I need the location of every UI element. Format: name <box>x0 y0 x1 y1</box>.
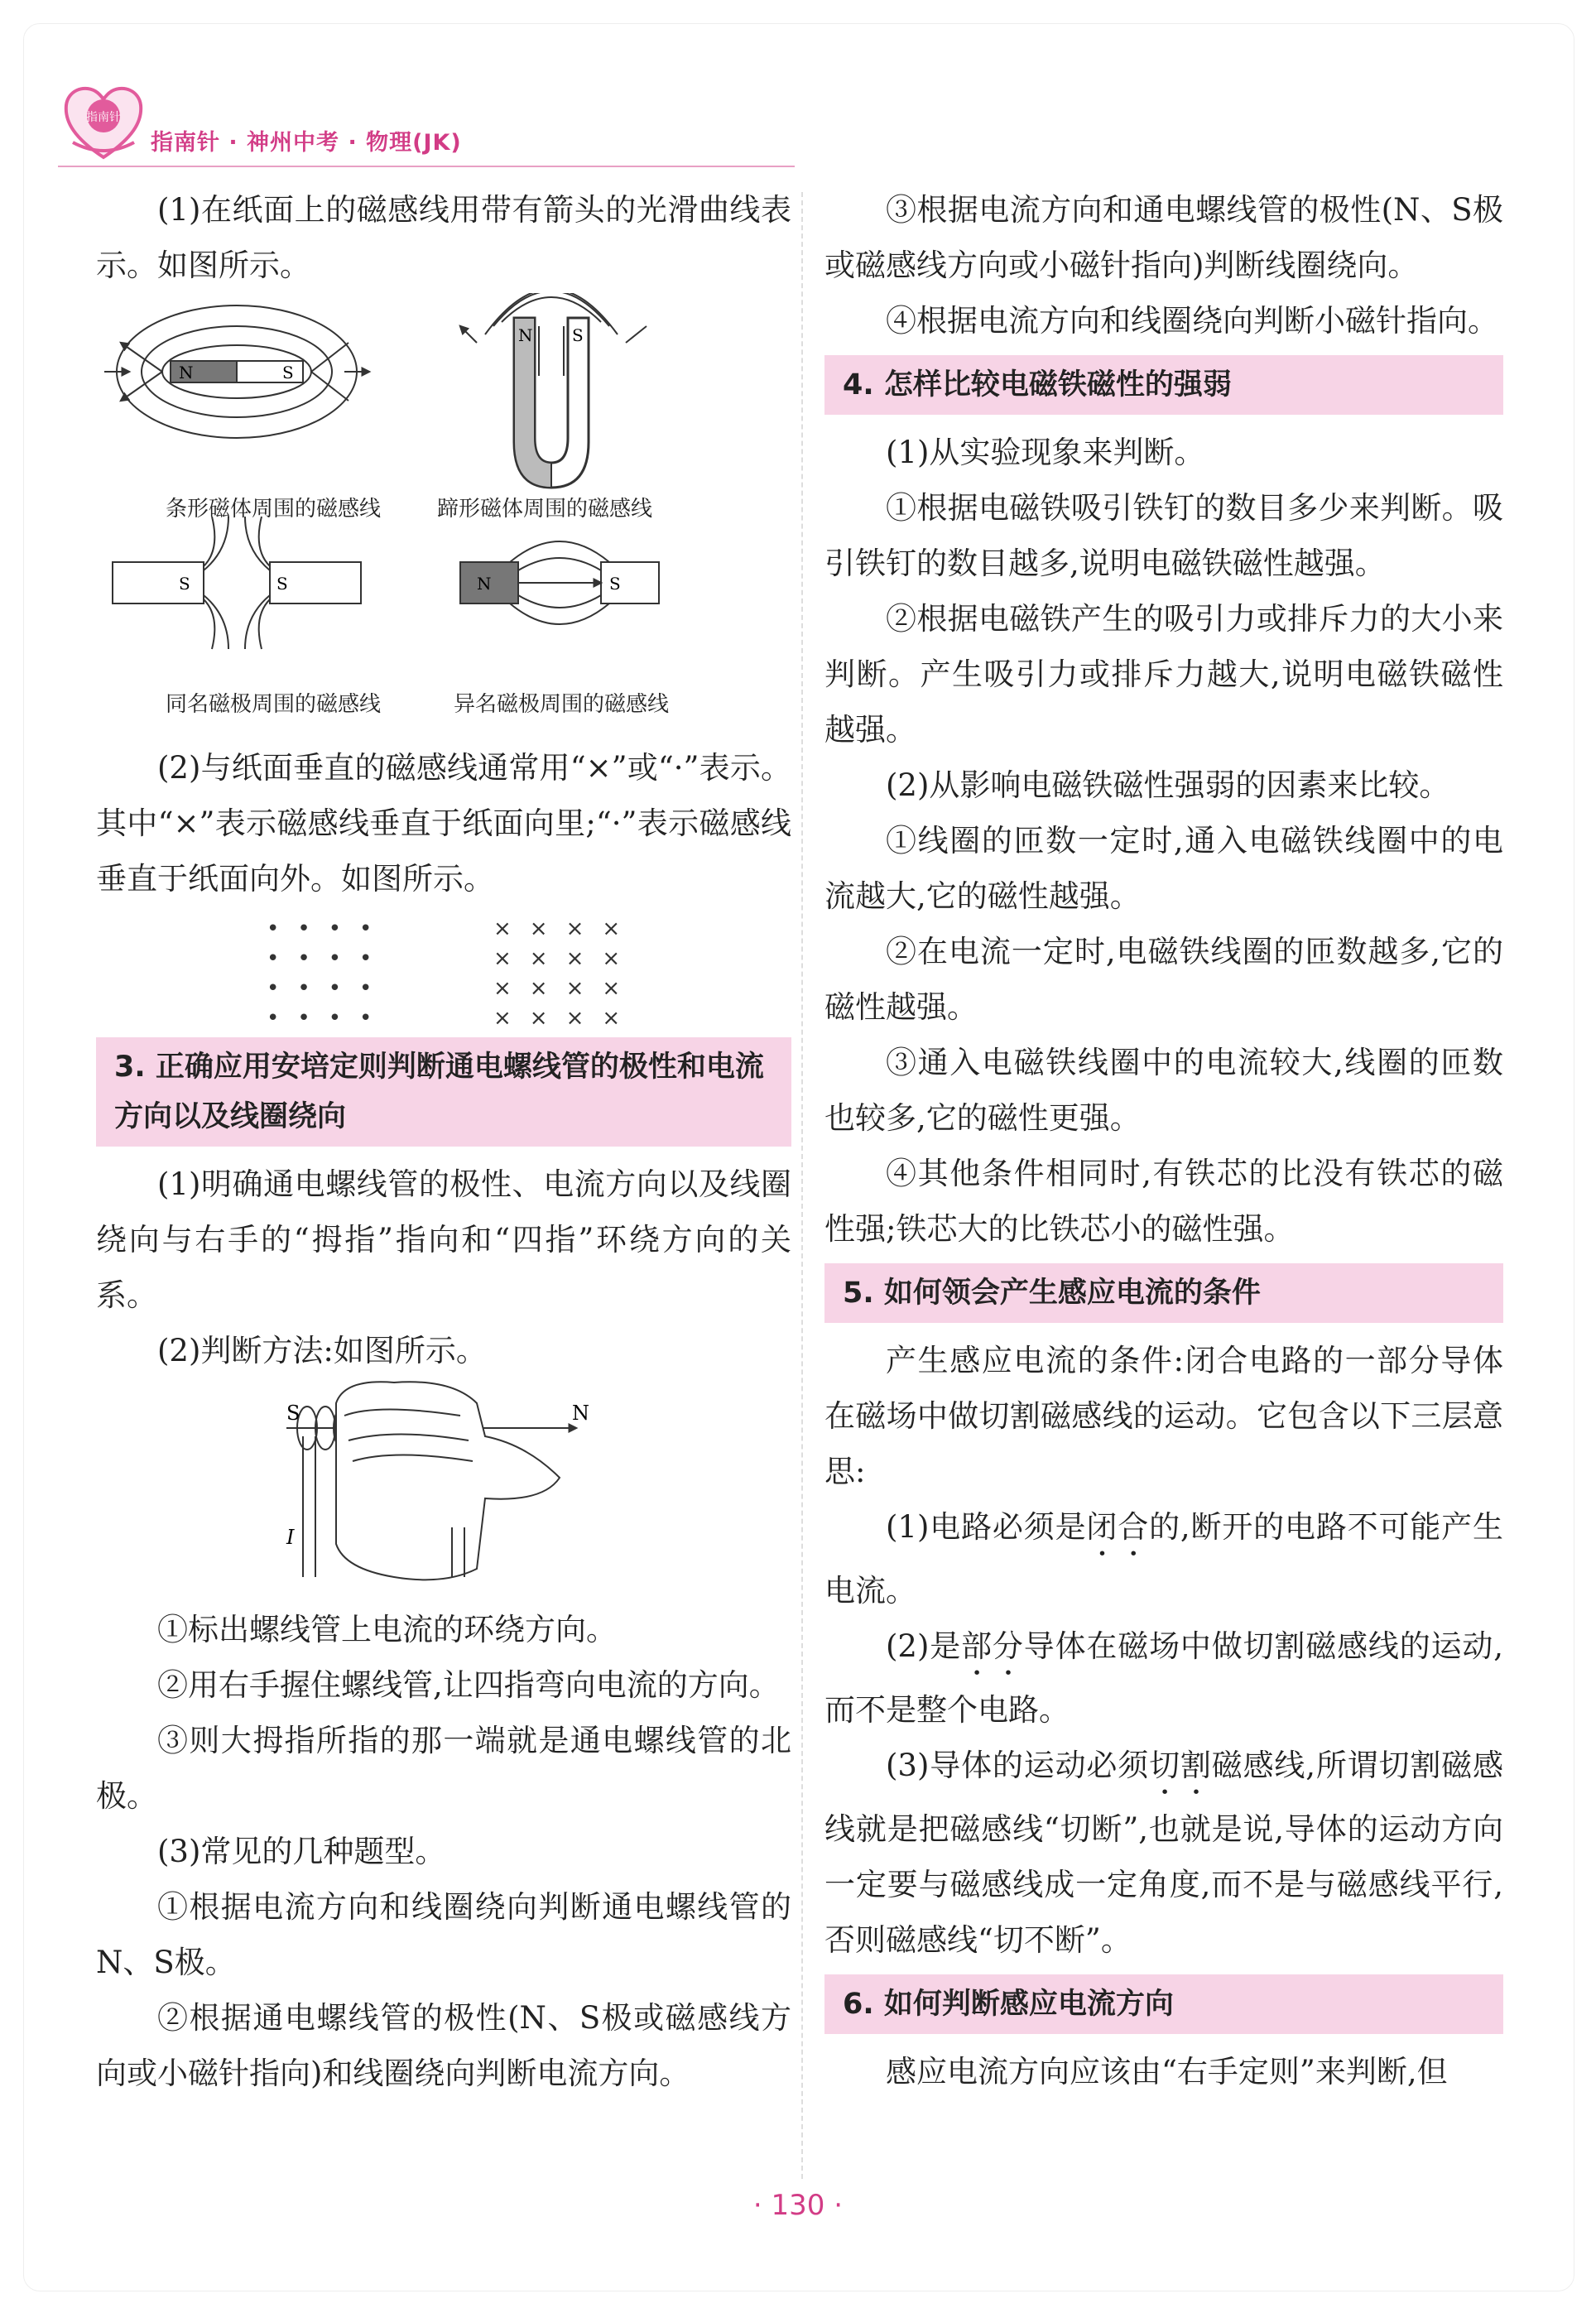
svg-text:S: S <box>286 1402 300 1425</box>
dot-row <box>267 1006 416 1036</box>
column-divider <box>801 192 803 2179</box>
dot-symbol: • <box>359 916 391 941</box>
dot-symbol: • <box>328 916 360 941</box>
cross-row <box>493 916 642 946</box>
cross-grid <box>493 916 642 1036</box>
paragraph: (2)从影响电磁铁磁性强弱的因素来比较。 <box>886 767 1450 803</box>
left-column <box>96 182 791 2101</box>
cross-symbol: × <box>565 1006 603 1031</box>
paragraph: ③则大拇指所指的那一端就是通电螺线管的北极。 <box>96 1723 791 1814</box>
text-run: 导体在磁场中做切割磁感线的运动,而不是整个电路。 <box>824 1628 1503 1728</box>
emphasis-text: 切割 <box>1149 1748 1212 1783</box>
logo-icon <box>58 76 149 167</box>
paragraph: ②根据电磁铁产生的吸引力或排斥力的大小来判断。产生吸引力或排斥力越大,说明电磁铁磁性越强。 <box>824 601 1503 748</box>
dot-row <box>267 976 416 1006</box>
right-hand-rule-diagram <box>96 1378 791 1602</box>
cross-row <box>493 1006 642 1036</box>
paragraph <box>824 1618 1503 1738</box>
text-run: (2)是 <box>886 1628 962 1664</box>
svg-text:N: N <box>179 363 194 382</box>
caption-like-poles: 同名磁极周围的磁感线 <box>166 692 382 717</box>
bar-magnet-diagram <box>104 305 369 438</box>
cross-row <box>493 946 642 976</box>
paragraph: (2)与纸面垂直的磁感线通常用“×”或“·”表示。其中“×”表示磁感线垂直于纸面向里;“·”表示磁感线垂直于纸面向外。如图所示。 <box>96 750 791 897</box>
paragraph <box>824 1499 1503 1618</box>
svg-text:N: N <box>518 325 533 345</box>
cross-row <box>493 976 642 1006</box>
svg-text:N: N <box>477 574 492 594</box>
paragraph: ③通入电磁铁线圈中的电流较大,线圈的匝数也较多,它的磁性更强。 <box>824 1045 1503 1136</box>
dot-symbol: • <box>267 976 298 1001</box>
emphasis-text: 部分 <box>961 1628 1024 1664</box>
text-run: (3)导体的运动必须 <box>886 1748 1150 1783</box>
paragraph: ①标出螺线管上电流的环绕方向。 <box>157 1612 617 1647</box>
text-run: 的,断开的电路不可能产生电流。 <box>824 1509 1503 1609</box>
dot-symbol: • <box>328 946 360 971</box>
page-number: · 130 · <box>752 2189 844 2222</box>
emphasis-text: 闭合 <box>1086 1509 1150 1545</box>
cross-symbol: × <box>493 916 530 941</box>
cross-symbol: × <box>493 946 530 971</box>
cross-symbol: × <box>602 976 639 1001</box>
paragraph: ①根据电流方向和线圈绕向判断通电螺线管的N、S极。 <box>96 1889 791 1980</box>
svg-text:S: S <box>282 363 294 382</box>
unlike-poles-diagram <box>460 541 659 624</box>
dot-symbol: • <box>359 946 391 971</box>
paragraph: ②在电流一定时,电磁铁线圈的匝数越多,它的磁性越强。 <box>824 934 1503 1025</box>
paragraph: ②用右手握住螺线管,让四指弯向电流的方向。 <box>157 1667 780 1703</box>
dot-symbol: • <box>297 1006 329 1031</box>
dot-symbol: • <box>267 1006 298 1031</box>
paragraph: (1)从实验现象来判断。 <box>886 435 1205 470</box>
dot-symbol: • <box>297 946 329 971</box>
header <box>58 76 803 176</box>
dot-row <box>267 916 416 946</box>
cross-symbol: × <box>493 1006 530 1031</box>
dot-symbol: • <box>297 916 329 941</box>
dot-symbol: • <box>328 976 360 1001</box>
dot-symbol: • <box>297 976 329 1001</box>
svg-text:N: N <box>572 1402 589 1425</box>
paragraph: (1)明确通电螺线管的极性、电流方向以及线圈绕向与右手的“拇指”指向和“四指”环绕方向的关系。 <box>96 1166 791 1313</box>
text-run: (1)电路必须是 <box>886 1509 1087 1545</box>
caption-horseshoe-magnet: 蹄形磁体周围的磁感线 <box>437 497 653 522</box>
dot-grid <box>267 916 416 1036</box>
svg-text:S: S <box>179 574 190 594</box>
dot-symbol: • <box>359 976 391 1001</box>
paragraph: (1)在纸面上的磁感线用带有箭头的光滑曲线表示。如图所示。 <box>96 192 791 283</box>
svg-text:S: S <box>609 574 621 594</box>
cross-symbol: × <box>565 976 603 1001</box>
cross-symbol: × <box>529 946 566 971</box>
paragraph: 感应电流方向应该由“右手定则”来判断,但 <box>886 2054 1448 2089</box>
svg-text:S: S <box>572 325 584 345</box>
paragraph: ③根据电流方向和通电螺线管的极性(N、S极或磁感线方向或小磁针指向)判断线圈绕向。 <box>824 192 1503 283</box>
cross-symbol: × <box>602 946 639 971</box>
cross-symbol: × <box>602 916 639 941</box>
cross-symbol: × <box>565 946 603 971</box>
right-column <box>824 182 1503 2099</box>
dot-symbol: • <box>267 916 298 941</box>
text-run: 磁感线,所谓切割磁感线就是把磁感线“切断”,也就是说,导体的运动方向一定要与磁感线成一定角度,而不是与磁感线平行,否则磁感线“切不断”。 <box>824 1748 1504 1958</box>
cross-symbol: × <box>493 976 530 1001</box>
header-title: 指南针 · 神州中考 · 物理(JK) <box>151 130 462 156</box>
paragraph: 产生感应电流的条件:闭合电路的一部分导体在磁场中做切割磁感线的运动。它包含以下三层意思: <box>824 1343 1503 1489</box>
dot-symbol: • <box>328 1006 360 1031</box>
cross-symbol: × <box>529 1006 566 1031</box>
section-heading-6: 6. 如何判断感应电流方向 <box>824 1974 1503 2034</box>
section-heading-5: 5. 如何领会产生感应电流的条件 <box>824 1263 1503 1323</box>
header-rule <box>58 166 795 167</box>
section-heading-3: 3. 正确应用安培定则判断通电螺线管的极性和电流方向以及线圈绕向 <box>96 1037 791 1147</box>
paragraph: ④其他条件相同时,有铁芯的比没有铁芯的磁性强;铁芯大的比铁芯小的磁性强。 <box>824 1156 1503 1247</box>
dot-symbol: • <box>359 1006 391 1031</box>
cross-symbol: × <box>602 1006 639 1031</box>
paragraph: ①根据电磁铁吸引铁钉的数目多少来判断。吸引铁钉的数目越多,说明电磁铁磁性越强。 <box>824 490 1503 581</box>
paragraph: (2)判断方法:如图所示。 <box>157 1333 487 1368</box>
section-heading-4: 4. 怎样比较电磁铁磁性的强弱 <box>824 355 1503 415</box>
svg-text:S: S <box>276 574 288 594</box>
paragraph: ①线圈的匝数一定时,通入电磁铁线圈中的电流越大,它的磁性越强。 <box>824 823 1503 914</box>
paragraph <box>824 1738 1503 1968</box>
dot-row <box>267 946 416 976</box>
field-symbols-figure <box>96 906 791 1031</box>
magnet-field-figure <box>96 293 791 740</box>
caption-unlike-poles: 异名磁极周围的磁感线 <box>454 692 670 717</box>
like-poles-diagram <box>113 517 361 649</box>
svg-text:指南针: 指南针 <box>86 111 121 124</box>
dot-symbol: • <box>267 946 298 971</box>
horseshoe-magnet-diagram <box>460 293 647 488</box>
paragraph: (3)常见的几种题型。 <box>157 1834 446 1869</box>
cross-symbol: × <box>529 976 566 1001</box>
caption-bar-magnet: 条形磁体周围的磁感线 <box>166 497 382 522</box>
paragraph: ②根据通电螺线管的极性(N、S极或磁感线方向或小磁针指向)和线圈绕向判断电流方向。 <box>96 2000 791 2091</box>
right-hand-rule-figure <box>96 1378 791 1602</box>
cross-symbol: × <box>565 916 603 941</box>
cross-symbol: × <box>529 916 566 941</box>
svg-text:I: I <box>286 1526 295 1549</box>
paragraph: ④根据电流方向和线圈绕向判断小磁针指向。 <box>886 303 1498 339</box>
